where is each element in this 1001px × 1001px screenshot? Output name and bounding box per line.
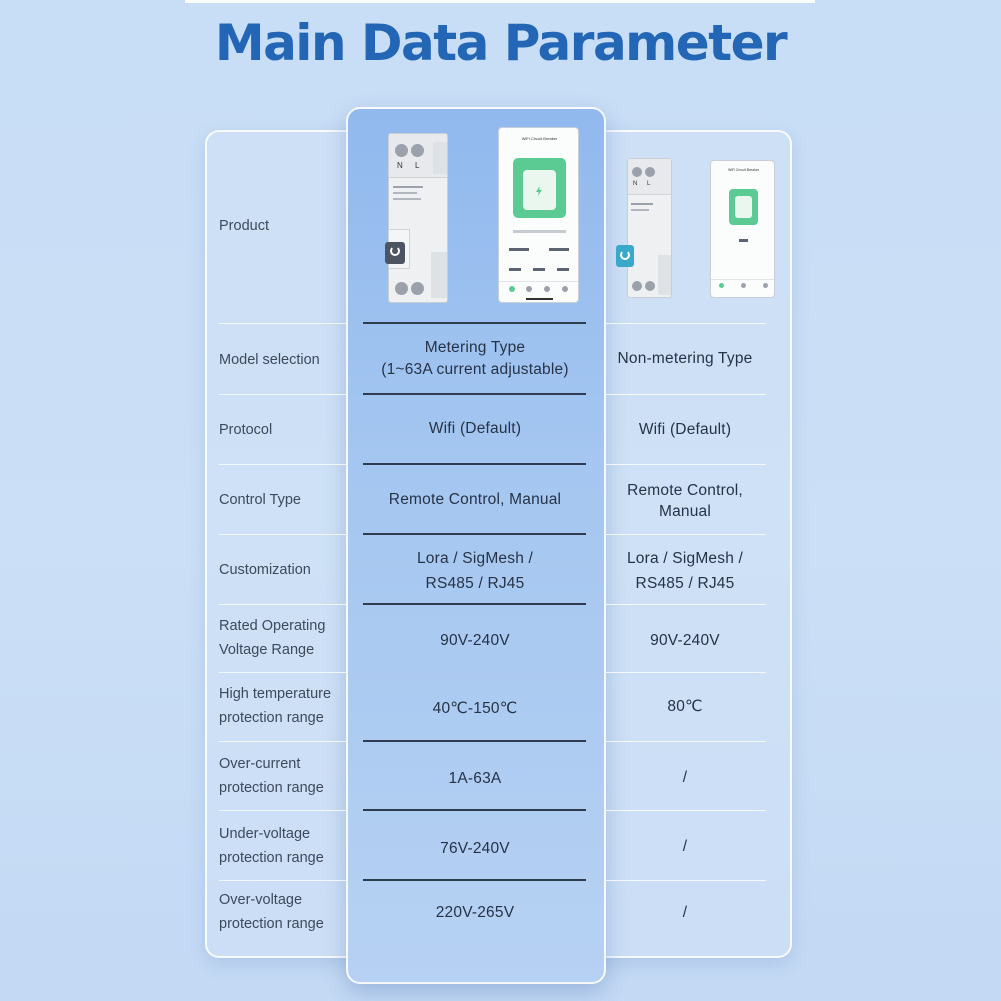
breaker-device-icon: N L	[388, 133, 448, 303]
row-divider	[219, 534, 346, 535]
row-divider	[219, 394, 346, 395]
row-label-rated-voltage: Rated Operating Voltage Range	[219, 618, 326, 658]
non-metering-high-temp: 80℃	[667, 698, 703, 715]
row-divider	[606, 604, 766, 605]
non-metering-rated-voltage: 90V-240V	[650, 632, 720, 649]
metering-protocol: Wifi (Default)	[428, 420, 522, 437]
metering-under-voltage: 76V-240V	[440, 840, 510, 857]
row-divider	[219, 741, 346, 742]
row-divider	[219, 810, 346, 811]
metering-customization: Lora / SigMesh / RS485 / RJ45	[416, 550, 534, 592]
row-divider	[219, 323, 346, 324]
row-label-control-type: Control Type	[219, 492, 301, 508]
row-divider	[363, 322, 586, 324]
non-metering-under-voltage: /	[682, 838, 688, 855]
non-metering-protocol: Wifi (Default)	[638, 421, 732, 438]
row-divider	[606, 394, 766, 395]
row-label-over-voltage: Over-voltage protection range	[219, 892, 324, 932]
row-divider	[219, 880, 346, 881]
top-divider	[185, 0, 815, 3]
breaker-device-icon: N L	[627, 158, 672, 298]
row-divider	[363, 463, 586, 465]
non-metering-over-voltage: /	[682, 904, 688, 921]
row-divider	[363, 603, 586, 605]
row-divider	[219, 672, 346, 673]
row-label-customization: Customization	[219, 562, 311, 578]
row-divider	[363, 533, 586, 535]
row-divider	[606, 741, 766, 742]
metering-over-current: 1A-63A	[448, 770, 502, 787]
metering-over-voltage: 220V-265V	[435, 904, 515, 921]
row-divider	[606, 672, 766, 673]
row-divider	[219, 464, 346, 465]
metering-high-temp: 40℃-150℃	[432, 700, 518, 717]
row-divider	[219, 604, 346, 605]
non-metering-control-type: Remote Control, Manual	[627, 482, 743, 520]
app-screenshot-icon: WiFi Circuit Breaker	[710, 160, 775, 298]
row-divider	[363, 809, 586, 811]
metering-model-selection: Metering Type (1~63A current adjustable)	[381, 339, 569, 378]
row-label-product: Product	[219, 218, 269, 234]
row-divider	[363, 740, 586, 742]
row-divider	[363, 879, 586, 881]
metering-control-type: Remote Control, Manual	[388, 491, 562, 508]
row-divider	[606, 464, 766, 465]
row-label-high-temp: High temperature protection range	[219, 686, 332, 726]
non-metering-model-selection: Non-metering Type	[617, 350, 753, 367]
row-label-under-voltage: Under-voltage protection range	[219, 826, 324, 866]
row-label-over-current: Over-current protection range	[219, 756, 324, 796]
metering-rated-voltage: 90V-240V	[440, 632, 510, 649]
row-label-model-selection: Model selection	[219, 352, 320, 368]
non-metering-customization: Lora / SigMesh / RS485 / RJ45	[626, 550, 744, 592]
app-screenshot-icon: WiFi Circuit Breaker	[498, 127, 579, 303]
page-title: Main Data Parameter	[214, 14, 787, 72]
row-divider	[606, 534, 766, 535]
row-divider	[606, 880, 766, 881]
non-metering-over-current: /	[682, 769, 688, 786]
row-label-protocol: Protocol	[219, 422, 273, 438]
row-divider	[363, 393, 586, 395]
row-divider	[606, 810, 766, 811]
row-divider	[606, 323, 766, 324]
